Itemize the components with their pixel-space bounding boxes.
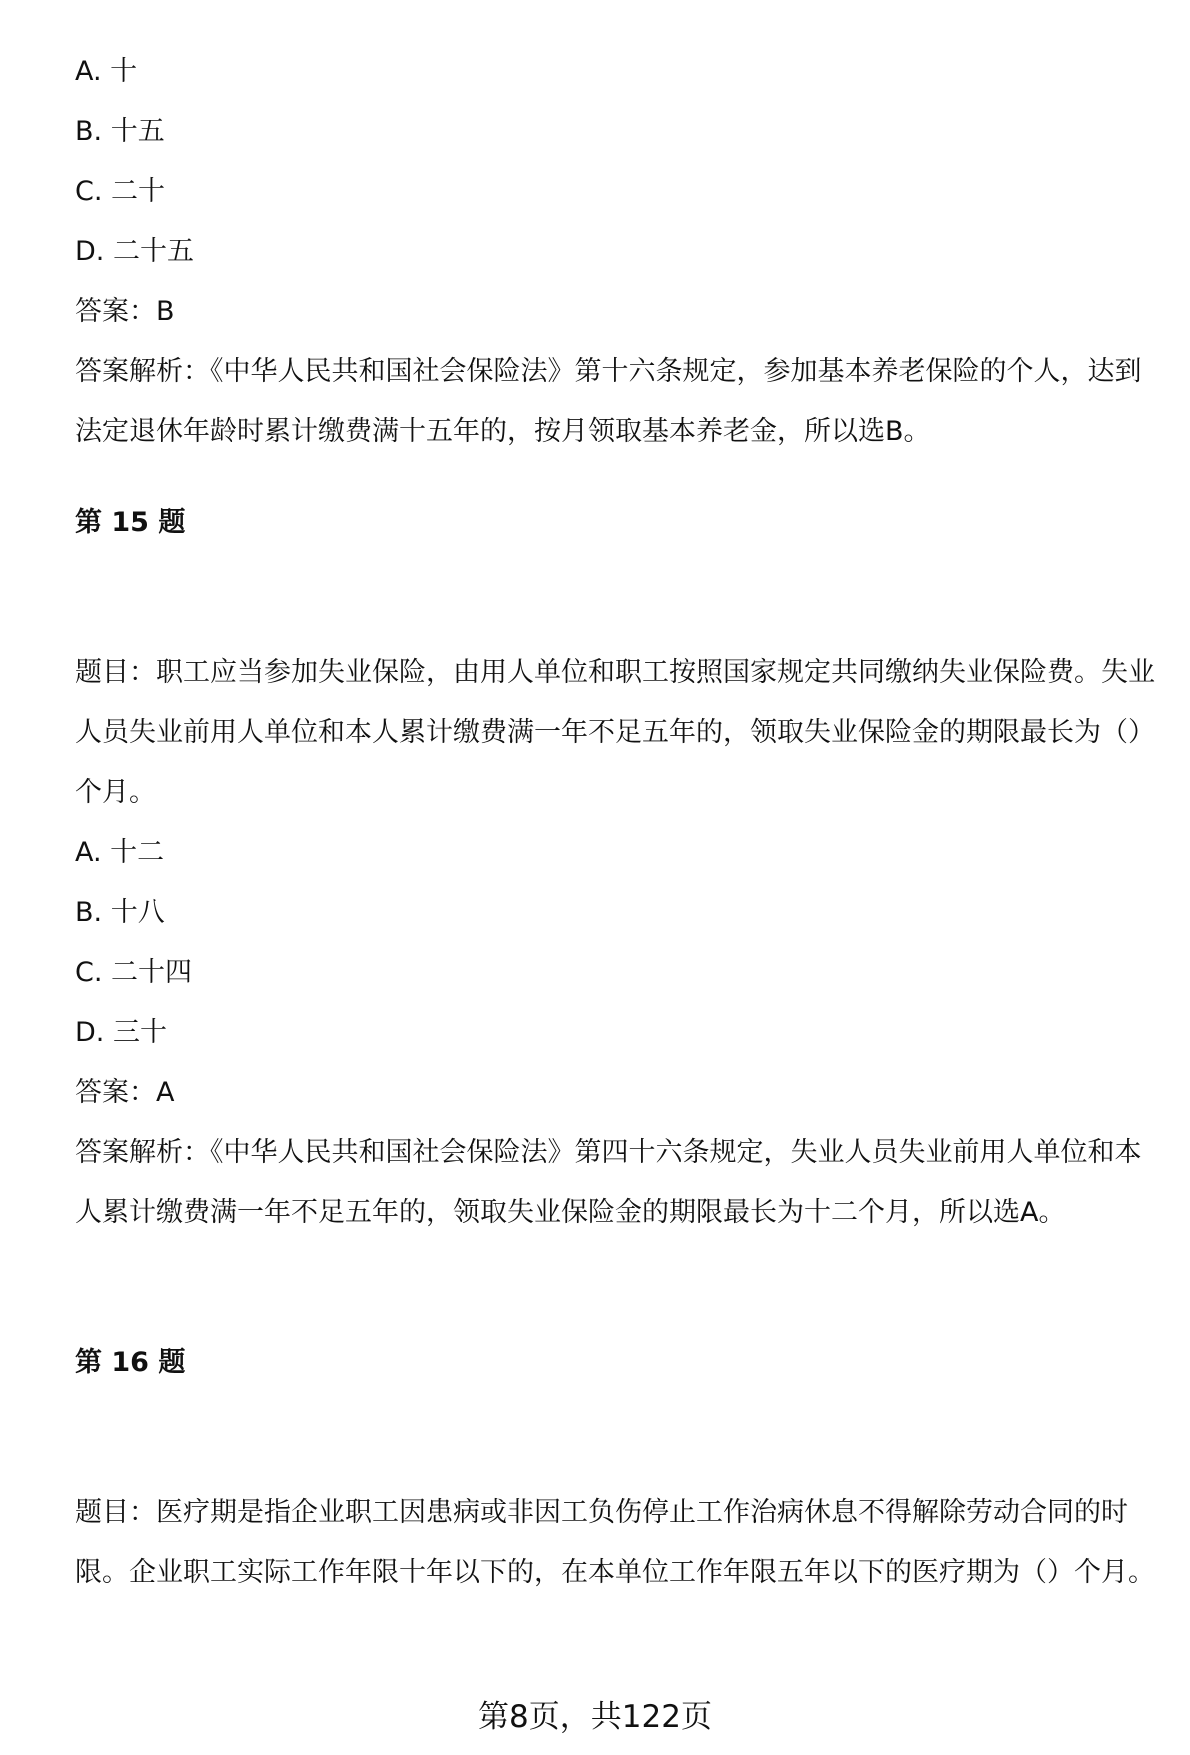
q14-option-c: C. 二十	[75, 176, 166, 207]
page-footer: 第8页，共122页	[478, 1699, 712, 1735]
q15-option-b: B. 十八	[75, 897, 165, 928]
q15-option-a: A. 十二	[75, 837, 165, 868]
q14-option-b: B. 十五	[75, 116, 165, 147]
q16-question: 题目：医疗期是指企业职工因患病或非因工负伤停止工作治病休息不得解除劳动合同的时限。企业职工实际工作年限十年以下的，在本单位工作年限五年以下的医疗期为（）个月。	[75, 1497, 1155, 1588]
q14-explanation: 答案解析：《中华人民共和国社会保险法》第十六条规定，参加基本养老保险的个人，达到法定退休年龄时累计缴费满十五年的，按月领取基本养老金，所以选B。	[75, 356, 1142, 447]
q15-option-d: D. 三十	[75, 1017, 167, 1048]
q15-heading: 第 15 题	[75, 507, 186, 538]
q16-heading: 第 16 题	[75, 1347, 186, 1378]
q14-option-d: D. 二十五	[75, 236, 194, 267]
q14-option-a: A. 十	[75, 56, 138, 87]
q15-option-c: C. 二十四	[75, 957, 193, 988]
q15-explanation: 答案解析：《中华人民共和国社会保险法》第四十六条规定，失业人员失业前用人单位和本人累计缴费满一年不足五年的，领取失业保险金的期限最长为十二个月，所以选A。	[75, 1137, 1142, 1228]
q15-question: 题目：职工应当参加失业保险，由用人单位和职工按照国家规定共同缴纳失业保险费。失业人员失业前用人单位和本人累计缴费满一年不足五年的，领取失业保险金的期限最长为（）个月。	[75, 657, 1155, 808]
q14-answer: 答案：B	[75, 296, 175, 327]
q15-answer: 答案：A	[75, 1077, 175, 1108]
